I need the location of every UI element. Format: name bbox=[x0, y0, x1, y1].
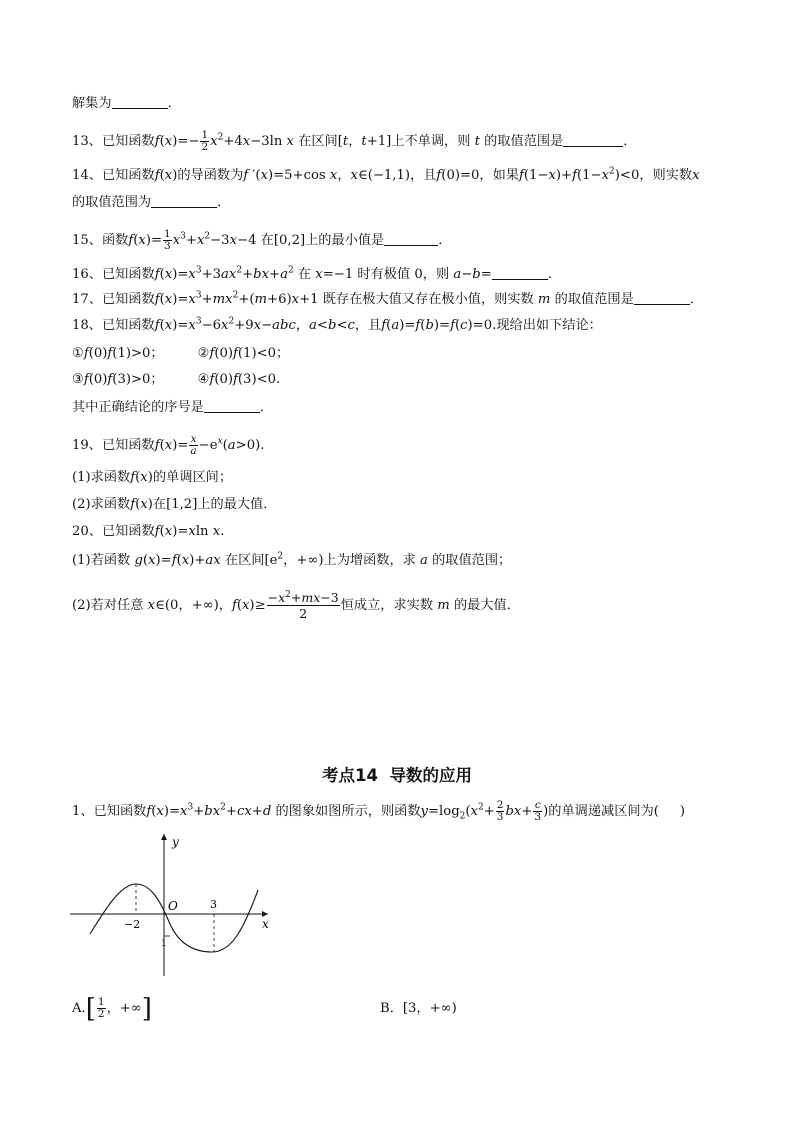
q15-mid1: 在[0,2]上的最小值是 bbox=[260, 233, 385, 248]
q18-c4: ④ bbox=[197, 372, 210, 387]
q20-sub1-end: 的取值范围； bbox=[432, 553, 512, 568]
section-title-number: 14 bbox=[355, 766, 378, 785]
q18-c2: ② bbox=[197, 346, 210, 361]
option-b-label: B． bbox=[380, 1001, 403, 1016]
q18-c3: ③ bbox=[72, 372, 84, 387]
y-axis-label: y bbox=[172, 835, 179, 849]
origin-label: O bbox=[168, 899, 178, 913]
fraction: $\frac{c}{3}$ bbox=[534, 799, 542, 823]
question-19: 19、已知函数f(x)= $\frac{x}{a}$ $-e^x(a>0)$. bbox=[72, 433, 265, 457]
q14-prefix: 14、已知函数 bbox=[72, 168, 155, 183]
q16-mid2: 时有极值 0，则 bbox=[357, 267, 450, 282]
question-16: 16、已知函数$f(x)=x^3+3ax^2+bx+a^2$ 在 x=−1 时有极值 0，则 a−b= . bbox=[72, 265, 552, 282]
answer-blank bbox=[204, 398, 260, 413]
q14-mid4: ，则实数 bbox=[639, 168, 693, 183]
q20-part1: (1)若函数 g(x)=f(x)+ax 在区间[$e^2$，+∞)上为增函数，求 a 的取值范围； bbox=[72, 551, 512, 568]
x-axis-label: x bbox=[262, 917, 269, 931]
tick-label-right: 3 bbox=[210, 898, 217, 911]
q20-sub2-end: 的最大值． bbox=[453, 598, 520, 613]
cubic-curve bbox=[90, 884, 258, 952]
q20-sub2: (2)若对任意 bbox=[72, 598, 144, 613]
answer-blank bbox=[634, 290, 690, 305]
q17-mid2: 的取值范围是 bbox=[554, 292, 634, 307]
section-title-suffix: 导数的应用 bbox=[389, 766, 472, 785]
q19-part1: (1)求函数f(x)的单调区间； bbox=[72, 470, 233, 485]
fraction: $\frac{1}{2}$ bbox=[97, 996, 105, 1020]
q18-conclusions-row2: ③f(0)f(3)>0； ④f(0)f(3)<0. bbox=[72, 372, 281, 387]
q19-sub2-mid: 在[1,2]上的最大值． bbox=[152, 497, 277, 512]
q17-mid1: 既存在极大值又存在极小值，则实数 bbox=[322, 292, 534, 307]
question-20: 20、已知函数f(x)=xln x. bbox=[72, 524, 225, 539]
question-15: 15、函数f(x)= $\frac{1}{3}$ $x^3+x^2-3x-4$ 在[0,2]上的最小值是 ． bbox=[72, 228, 452, 252]
p1-prefix: 1、已知函数 bbox=[72, 804, 147, 819]
q14-mid1: 的导函数为 bbox=[177, 168, 244, 183]
q18-c1: ① bbox=[72, 346, 84, 361]
q18-conclusions-row1: ①f(0)f(1)>0； ②f(0)f(1)<0； bbox=[72, 346, 290, 361]
option-a[interactable]: A.[ $\frac{1}{2}$ ，+∞] bbox=[72, 994, 152, 1024]
q15-prefix: 15、函数 bbox=[72, 233, 129, 248]
answer-blank bbox=[151, 193, 217, 208]
q19-sub2: (2)求函数 bbox=[72, 497, 131, 512]
p1-end: ) bbox=[679, 804, 686, 819]
q12-tail bbox=[72, 94, 181, 114]
question-17: 17、已知函数$f(x)=x^3+mx^2+(m+6)x+1$ 既存在极大值又存在极小值，则实数 m 的取值范围是 ． bbox=[72, 290, 703, 307]
q12-end: ． bbox=[167, 96, 181, 111]
q17-prefix: 17、已知函数 bbox=[72, 292, 155, 307]
answer-blank bbox=[492, 265, 548, 280]
q20-sub1-mid2: ，+∞)上为增函数，求 bbox=[283, 553, 416, 568]
fraction: $\frac{x}{a}$ bbox=[190, 433, 197, 457]
q13-mid2: 上不单调，则 bbox=[391, 134, 471, 149]
section-title-prefix: 考点 bbox=[322, 766, 356, 785]
problem-1: 1、已知函数$f(x)=x^3+bx^2+cx+d$ 的图象如图所示，则函数$y=\log_2(x^2+$ $\frac{2}{3}$ bx+ $\frac{c}{3}$ )的单调递减区间为( ) bbox=[72, 799, 686, 823]
tick-label-left: −2 bbox=[124, 918, 141, 931]
q20-sub2-mid: 恒成立，求实数 bbox=[340, 598, 434, 613]
fraction: $\frac{1}{3}$ bbox=[164, 228, 171, 252]
p1-mid2: 的单调递减区间为( bbox=[548, 804, 659, 819]
fraction: $\frac{-x^2+mx-3}{2}$ bbox=[267, 589, 339, 621]
q19-part2: (2)求函数f(x)在[1,2]上的最大值． bbox=[72, 497, 277, 512]
section-title bbox=[0, 762, 794, 786]
q16-prefix: 16、已知函数 bbox=[72, 267, 155, 282]
q20-prefix: 20、已知函数 bbox=[72, 524, 155, 539]
q18-mid1: ，且 bbox=[354, 318, 382, 333]
q17-end: ． bbox=[689, 292, 703, 307]
q18-end: ． bbox=[259, 400, 274, 415]
q18-prefix: 18、已知函数 bbox=[72, 318, 155, 333]
option-b[interactable] bbox=[380, 996, 457, 1022]
question-14-line2 bbox=[72, 193, 230, 213]
p1-mid1: 的图象如图所示，则函数 bbox=[275, 804, 421, 819]
answer-blank bbox=[112, 94, 168, 109]
q19-prefix: 19、已知函数 bbox=[72, 438, 155, 453]
q19-sub1-end: 的单调区间； bbox=[152, 470, 233, 485]
q13-mid3: 的取值范围是 bbox=[484, 134, 564, 149]
q14-mid3: ，如果 bbox=[479, 168, 519, 183]
answer-blank bbox=[563, 132, 623, 147]
q18-mid2: .现给出如下结论： bbox=[492, 318, 602, 333]
option-a-label: A. bbox=[72, 1001, 86, 1016]
question-18: 18、已知函数$f(x)=x^3-6x^2+9x-abc$，a<b<c，且f(a)=f(b)=f(c)=0.现给出如下结论： bbox=[72, 316, 602, 333]
fraction: $\frac{2}{3}$ bbox=[496, 799, 504, 823]
q18-conclusion-text: 其中正确结论的序号是 bbox=[72, 400, 204, 415]
q13-end: ． bbox=[623, 134, 637, 149]
q16-mid1: 在 bbox=[297, 267, 312, 282]
q18-conclusion bbox=[72, 398, 273, 418]
fraction: $\frac{1}{2}$ bbox=[201, 129, 209, 153]
q19-sub1: (1)求函数 bbox=[72, 470, 131, 485]
q14-mid2: ，且 bbox=[410, 168, 437, 183]
q13-mid1: 在区间[ bbox=[298, 134, 343, 149]
function-graph bbox=[66, 828, 276, 978]
q13-prefix: 13、已知函数 bbox=[72, 134, 155, 149]
q14-end: ． bbox=[217, 195, 231, 210]
question-13: 13、已知函数f(x)=− $\frac{1}{2}$ $x^2+4x-3\ln$ x 在区间[t，t+1]上不单调，则 t 的取值范围是 ． bbox=[72, 129, 637, 153]
q20-sub1-mid: 在区间[e bbox=[224, 553, 278, 568]
q15-end: ． bbox=[438, 233, 452, 248]
q16-end: . bbox=[547, 267, 552, 282]
q14-line2: 的取值范围为 bbox=[72, 195, 152, 210]
q20-part2: (2)若对任意 x∈(0，+∞)，f(x)≥ $\frac{-x^2+mx-3}{2}$ 恒成立，求实数 m 的最大值． bbox=[72, 589, 520, 621]
q20-sub1: (1)若函数 bbox=[72, 553, 131, 568]
tick-label-y: 1 bbox=[161, 939, 167, 949]
q12-text: 解集为 bbox=[72, 96, 112, 111]
question-14: 14、已知函数f(x)的导函数为f ′(x)=5+cos x，x∈(−1,1)，且f(0)=0，如果$f(1-x)+f(1-x^2)<0$，则实数x bbox=[72, 166, 700, 183]
answer-blank bbox=[384, 231, 438, 246]
option-b-value: [3，+∞) bbox=[402, 1001, 457, 1016]
